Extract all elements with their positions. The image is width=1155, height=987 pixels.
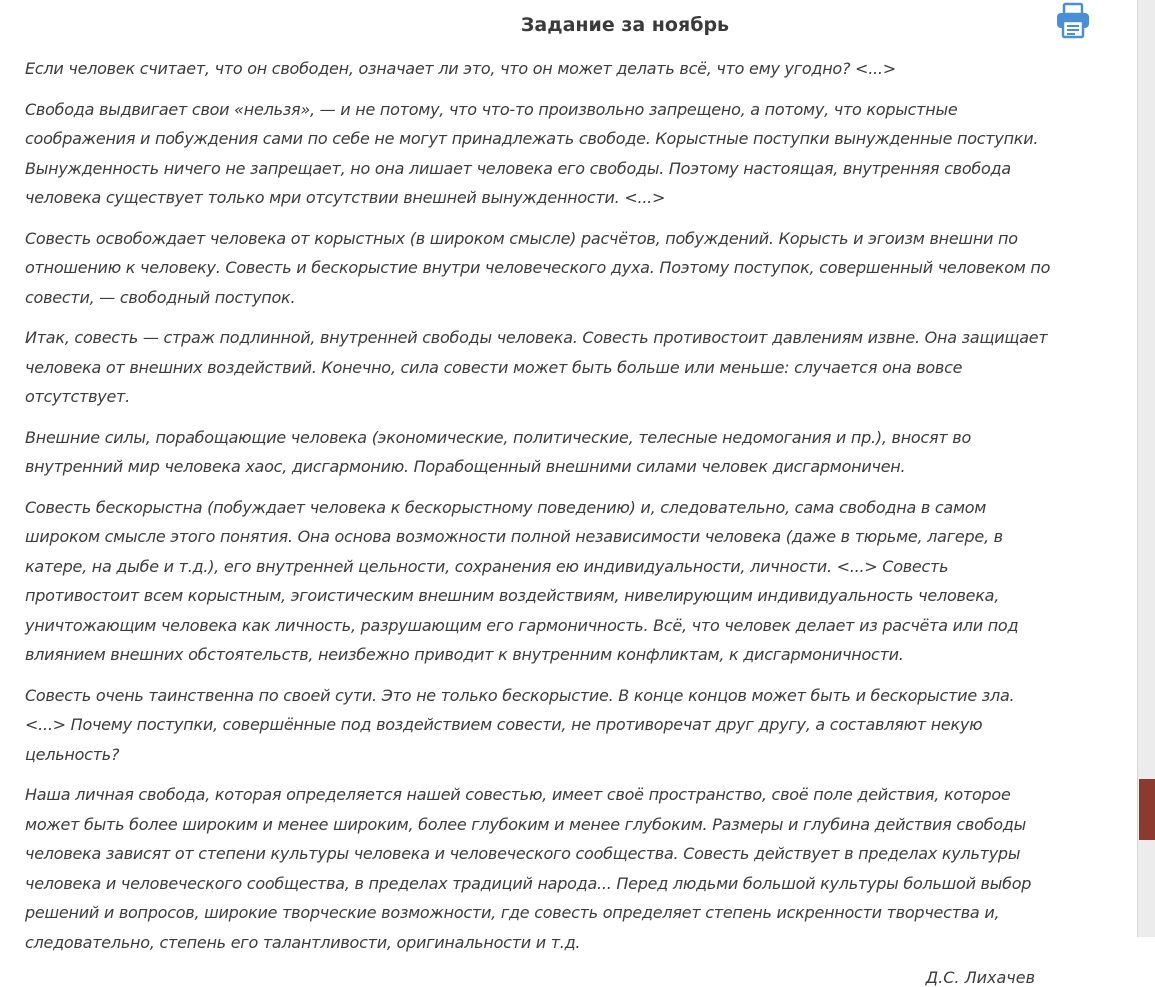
print-icon [1054, 2, 1092, 40]
scrollbar-thumb[interactable] [1139, 779, 1155, 840]
paragraph-2: Свобода выдвигает свои «нельзя», — и не потому, что что-то произвольно запрещено, а потому, что корыстные соображения и побуждения сами по себе не могут принадлежать свободе. Корыстные поступки вынужденные поступки. Вынужденность ничего не запрещает, но она лишает человека его свободы. Поэтому настоящая, внутренняя свобода человека существует только мри отсутствии внешней вынужденности. <...> [25, 99, 1039, 207]
paragraph-5: Внешние силы, порабощающие человека (экономические, политические, телесные недомогания и пр.), вносят во внутренний мир человека хаос, дисгармонию. Порабощенный внешними силами человек дисгармоничен. [25, 427, 971, 476]
paragraph-7: Совесть очень таинственна по своей сути. Это не только бескорыстие. В конце концов может быть и бескорыстие зла. <...> Почему поступки, совершённые под воздействием совести, не противоречат друг другу, а составляют некую цельность? [25, 685, 1015, 764]
paragraph-3: Совесть освобождает человека от корыстных (в широком смысле) расчётов, побуждений. Корысть и эгоизм внешни по отношению к человеку. Совесть и бескорыстие внутри человеческого духа. Поэтому поступок, совершенный человеком по совести, — свободный поступок. [25, 228, 1051, 307]
page-title: Задание за ноябрь [520, 14, 730, 36]
print-button[interactable] [1054, 2, 1092, 40]
author-signature: Д.С. Лихачев [925, 968, 1035, 987]
article [25, 0, 1055, 987]
paragraph-8: Наша личная свобода, которая определяется нашей совестью, имеет своё пространство, своё поле действия, которое может быть более широким и менее широким, более глубоким и менее глубоким. Размеры и глубина действия свободы человека зависят от степени культуры человека и человеческого сообщества. Совесть действует в пределах культуры человека и человеческого сообщества, в пределах традиций народа... Перед людьми большой культуры большой выбор решений и вопросов, широкие творческие возможности, где совесть определяет степень искренности творчества и, следовательно, степень его талантливости, оригинальности и т.д. [25, 785, 1032, 952]
paragraph-1: Если человек считает, что он свободен, означает ли это, что он может делать всё, что ему угодно? <...> [25, 59, 896, 78]
paragraph-4: Итак, совесть — страж подлинной, внутренней свободы человека. Совесть противостоит давлениям извне. Она защищает человека от внешних воздействий. Конечно, сила совести может быть больше или меньше: случается она вовсе отсутствует. [25, 328, 1048, 406]
paragraph-6: Совесть бескорыстна (побуждает человека к бескорыстному поведению) и, следовательно, сама свободна в самом широком смысле этого понятия. Она основа возможности полной независимости человека (даже в тюрьме, лагере, в катере, на дыбе и т.д.), его внутренней цельности, сохранения ею индивидуальности, личности. <...> Совесть противостоит всем корыстным, эгоистическим внешним воздействиям, нивелирующим индивидуальность человека, уничтожающим человека как личность, разрушающим его гармоничность. Всё, что человек делает из расчёта или под влиянием внешних обстоятельств, неизбежно приводит к внутренним конфликтам, к дисгармоничности. [25, 497, 1019, 664]
